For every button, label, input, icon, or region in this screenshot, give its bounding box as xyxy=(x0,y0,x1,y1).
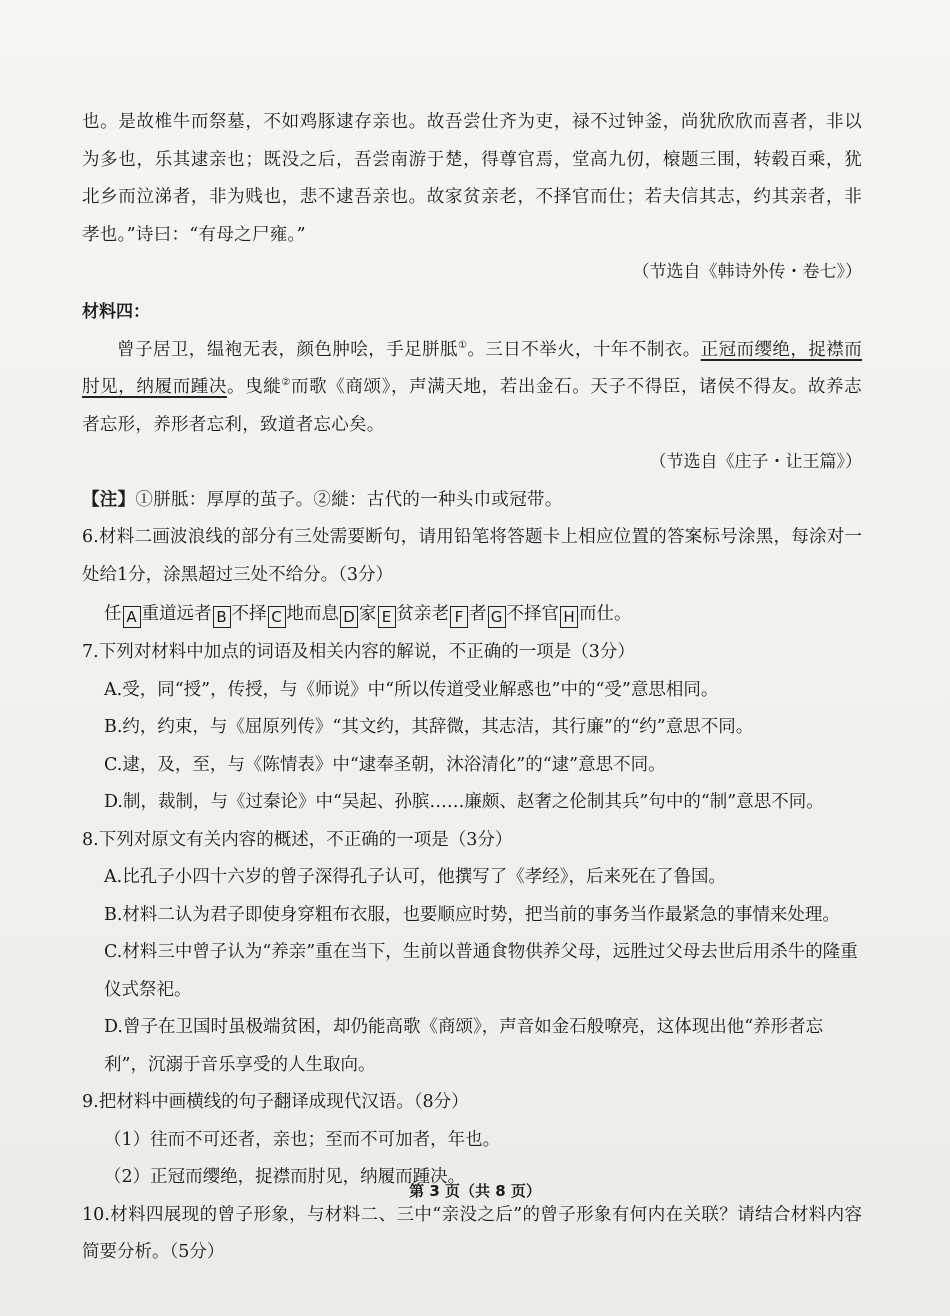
page-footer: 第 3 页（共 8 页） xyxy=(409,1182,541,1200)
material4-source: （节选自《庄子・让王篇》） xyxy=(649,452,862,472)
question-9-item-2: （2）正冠而缨绝，捉襟而肘见，纳履而踵决。 xyxy=(104,1167,466,1187)
question-7-option-d: D.制，裁制，与《过秦论》中“吴起、孙膑……廉颇、赵奢之伦制其兵”句中的“制”意思不同。 xyxy=(104,792,824,812)
q6-answer-box-b[interactable]: B xyxy=(213,606,231,628)
q6-segment-text: 贫亲老 xyxy=(396,604,449,624)
note-label: 【注】 xyxy=(82,489,136,510)
material4-text-b: 。三日不举火，十年不制衣。 xyxy=(467,339,701,360)
material4-text xyxy=(82,332,862,445)
question-7-stem: 7.下列对材料中加点的词语及相关内容的解说，不正确的一项是（3分） xyxy=(82,642,635,662)
material4-heading: 材料四： xyxy=(82,301,150,322)
q6-answer-box-c[interactable]: C xyxy=(268,606,286,628)
annotation-note xyxy=(82,482,862,520)
question-8-option-a: A.比孔子小四十六岁的曾子深得孔子认可，他撰写了《孝经》，后来死在了鲁国。 xyxy=(104,867,726,887)
q6-segment-text: 重道远者 xyxy=(141,604,212,624)
note2-mark: ② xyxy=(281,377,291,389)
question-10-stem: 10.材料四展现的曾子形象，与材料二、三中“亲没之后”的曾子形象有何内在关联？请结合材料内容简要分析。（5分） xyxy=(82,1204,862,1262)
q6-answer-box-a[interactable]: A xyxy=(123,606,141,628)
q6-answer-box-g[interactable]: G xyxy=(488,606,506,628)
question-9-item-1: （1）往而不可还者，亲也；至而不可加者，年也。 xyxy=(104,1129,501,1150)
q6-segment-text: 不择官 xyxy=(506,604,559,624)
q6-segment-text: 不择 xyxy=(231,604,267,624)
question-8-option-c: C.材料三中曾子认为“养亲”重在当下，生前以普通食物供养父母，远胜过父母去世后用杀牛的隆重仪式祭祀。 xyxy=(104,942,858,1000)
question-7-option-c: C.逮，及，至，与《陈情表》中“逮奉圣朝，沐浴清化”的“逮”意思不同。 xyxy=(104,754,666,775)
material4-text-d: 而歌《商颂》，声满天地，若出金石。天子不得臣，诸侯不得友。故养志者忘形，养形者忘利，致道者忘心矣。 xyxy=(82,377,862,435)
question-8-option-b: B.材料二认为君子即使身穿粗布衣服，也要顺应时势，把当前的事务当作最紧急的事情来处理。 xyxy=(104,904,840,925)
material4-text-a: 曾子居卫，缊袍无表，颜色肿哙，手足胼胝 xyxy=(117,339,458,360)
question-6-segments xyxy=(82,594,862,634)
q6-segment-text: 地而息 xyxy=(286,604,339,624)
note1-mark: ① xyxy=(457,339,468,351)
q6-segment-text: 任 xyxy=(104,604,122,624)
question-9-stem: 9.把材料中画横线的句子翻译成现代汉语。（8分） xyxy=(82,1092,469,1112)
question-7-option-b: B.约，约束，与《屈原列传》“其文约，其辞微，其志洁，其行廉”的“约”意思不同。 xyxy=(104,717,754,737)
page-content xyxy=(82,104,862,1272)
q6-answer-box-e[interactable]: E xyxy=(378,606,396,628)
question-7-option-a: A.受，同“授”，传授，与《师说》中“所以传道受业解惑也”中的“受”意思相同。 xyxy=(104,679,719,700)
question-8-stem: 8.下列对原文有关内容的概述，不正确的一项是（3分） xyxy=(82,829,513,850)
material3-tail-text: 也。是故椎牛而祭墓，不如鸡豚逮存亲也。故吾尝仕齐为吏，禄不过钟釜，尚犹欣欣而喜者，非以为多也，乐其逮亲也；既没之后，吾尝南游于楚，得尊官焉，堂高九仞，榱题三围，转毂百乘，犹北乡而泣涕者，非为贱也，悲不逮吾亲也。故家贫亲老，不择官而仕；若夫信其志，约其亲者，非孝也。”诗曰：“有母之尸雍。” xyxy=(82,112,862,245)
note-text: ①胼胝：厚厚的茧子。②縰：古代的一种头巾或冠带。 xyxy=(135,489,563,510)
q6-segment-text: 家 xyxy=(359,604,377,624)
q6-segment-text: 者 xyxy=(469,604,487,624)
question-6-stem: 6.材料二画波浪线的部分有三处需要断句，请用铅笔将答题卡上相应位置的答案标号涂黑，每涂对一处给1分，涂黑超过三处不给分。（3分） xyxy=(82,527,862,585)
question-8-option-d: D.曾子在卫国时虽极端贫困，却仍能高歌《商颂》，声音如金石般嘹亮，这体现出他“养形者忘利”，沉溺于音乐享受的人生取向。 xyxy=(104,1017,824,1075)
q6-answer-box-h[interactable]: H xyxy=(560,606,578,628)
material4-underlined-sentence: 正冠而缨绝，捉襟而肘见，纳履而踵决 xyxy=(82,339,863,397)
material3-source: （节选自《韩诗外传・卷七》） xyxy=(632,262,862,282)
material4-text-c: 。曳縰 xyxy=(227,377,282,397)
q6-answer-box-f[interactable]: F xyxy=(450,606,468,628)
q6-answer-box-d[interactable]: D xyxy=(340,606,358,628)
q6-segment-text: 而仕。 xyxy=(579,604,632,624)
